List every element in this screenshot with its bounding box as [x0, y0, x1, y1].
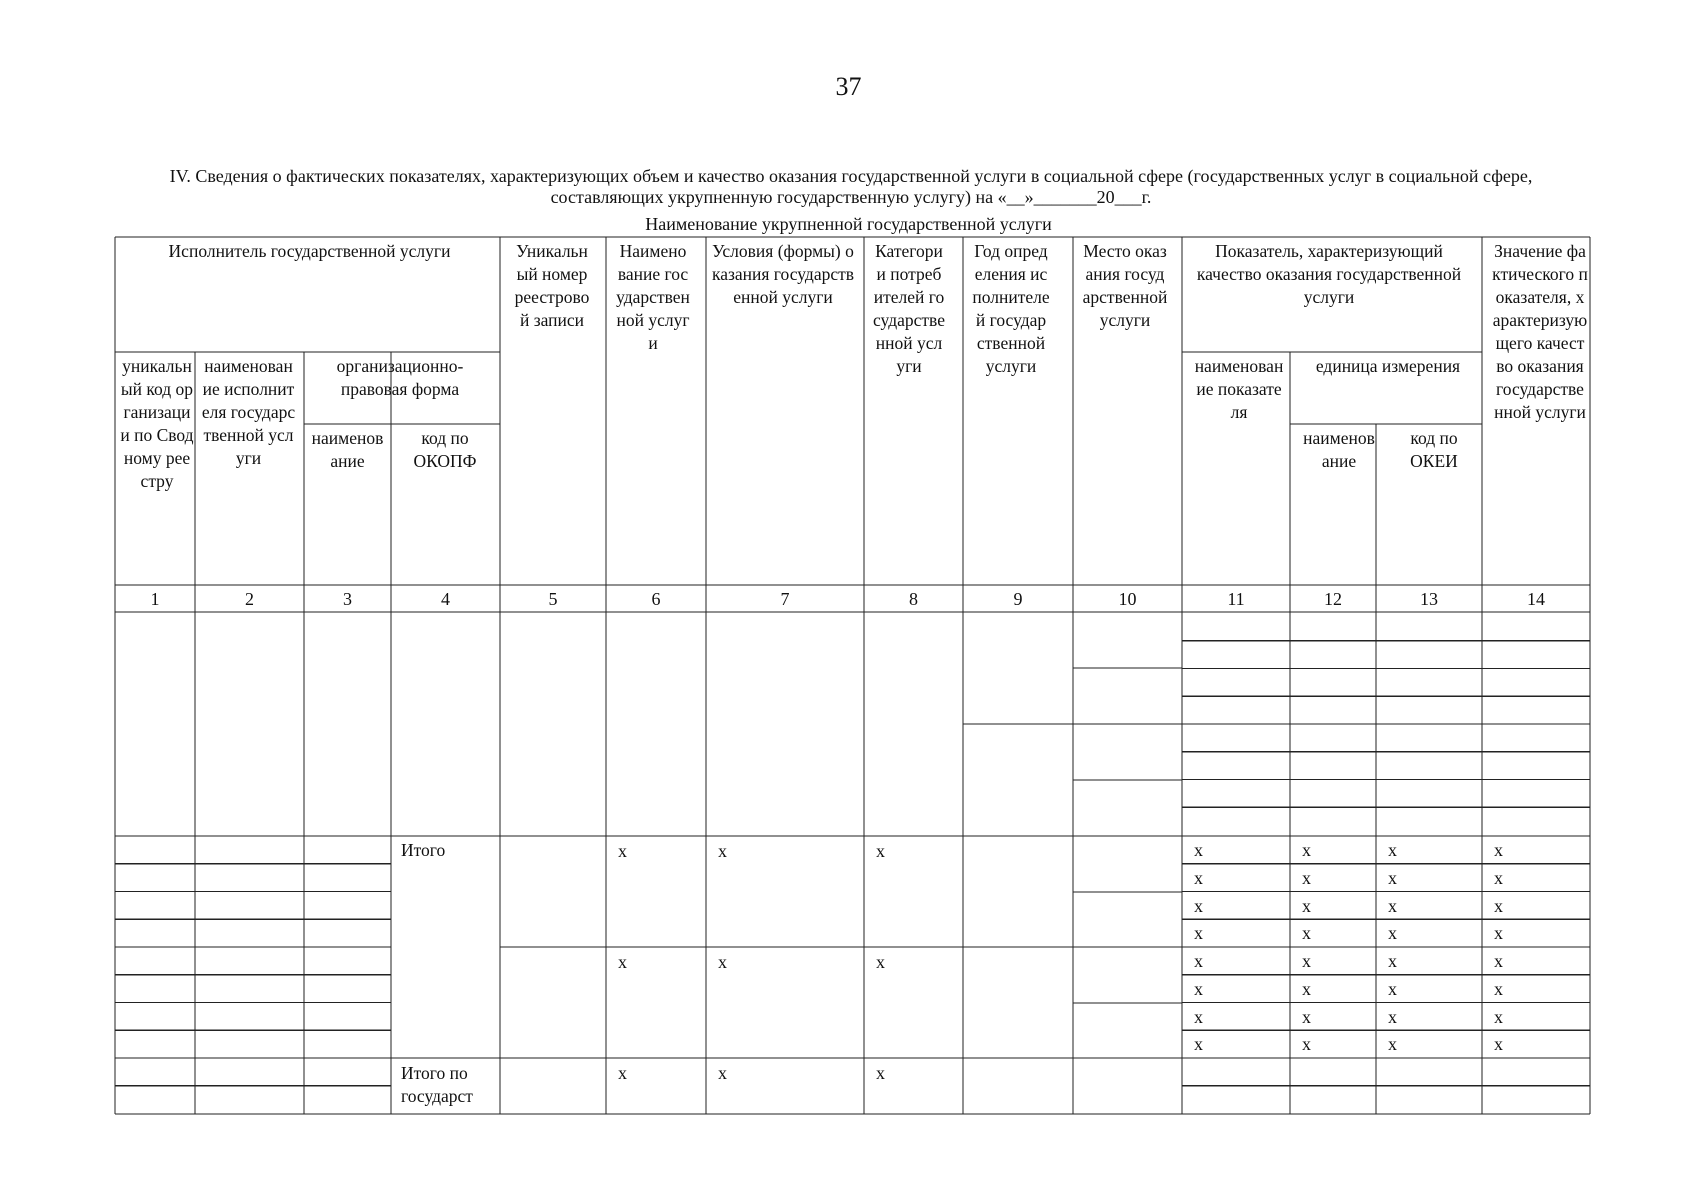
x-mark: x [1494, 840, 1503, 860]
column-number: 6 [651, 589, 661, 609]
header-indicator-name: наименование показателя [1194, 356, 1284, 422]
x-mark: x [1302, 895, 1311, 916]
column-number: 4 [441, 589, 450, 609]
x-mark: x [1194, 1034, 1203, 1055]
x-mark: x [718, 1063, 727, 1083]
x-mark: x [1388, 923, 1397, 944]
x-mark: x [1302, 867, 1311, 888]
x-mark: x [1194, 1006, 1203, 1027]
column-number: 5 [548, 589, 558, 609]
header-conditions: Условия (формы) оказания государственной услуги [711, 241, 855, 307]
itogo-label: Итого [401, 840, 446, 860]
header-unit-name: наименование [1303, 428, 1375, 471]
service-name-label: Наименование укрупненной государственной услуги [645, 214, 1052, 234]
header-service-name: Наименование государственной услуги [616, 241, 690, 353]
x-mark: x [1302, 1006, 1311, 1027]
column-number: 8 [909, 589, 918, 609]
header-actual-value: Значение фактического показателя, характеризующего качество оказания государственной услуги [1492, 241, 1588, 422]
header-legal-form-group: организационно-правовая форма [336, 356, 464, 399]
x-mark: x [618, 952, 627, 972]
x-mark: x [1494, 1034, 1503, 1055]
x-mark: x [1494, 895, 1503, 916]
x-mark: x [1302, 978, 1311, 999]
column-number: 14 [1527, 589, 1545, 609]
x-mark: x [1194, 978, 1203, 999]
column-number: 13 [1420, 589, 1438, 609]
x-mark: x [1194, 867, 1203, 888]
x-mark: x [1388, 867, 1397, 888]
x-mark: x [1494, 867, 1503, 888]
x-mark: x [1494, 978, 1503, 999]
header-legal-form-code: код по ОКОПФ [413, 428, 477, 471]
header-unique-code: уникальный код организации по Сводному реестру [120, 356, 194, 491]
header-executor-group: Исполнитель государственной услуги [168, 241, 451, 261]
x-mark: x [1194, 923, 1203, 944]
header-year: Год определения исполнителей государственной услуги [972, 241, 1050, 376]
column-number: 1 [150, 589, 160, 609]
x-mark: x [1388, 1034, 1397, 1055]
x-mark: x [718, 841, 727, 861]
page-number: 37 [835, 72, 862, 101]
x-mark: x [1494, 923, 1503, 944]
column-number: 10 [1118, 589, 1137, 609]
header-categories: Категории потребителей государственной услуги [873, 241, 945, 376]
header-place: Место оказания государственной услуги [1082, 241, 1168, 330]
x-mark: x [1302, 1034, 1311, 1055]
x-mark: x [876, 841, 885, 861]
x-mark: x [876, 1063, 885, 1083]
header-unit-group: единица измерения [1315, 356, 1461, 376]
column-number: 3 [343, 589, 352, 609]
header-executor-name: наименование исполнителя государственной услуги [201, 356, 296, 468]
x-mark: x [1302, 923, 1311, 944]
x-mark: x [1388, 978, 1397, 999]
x-mark: x [876, 952, 885, 972]
x-mark: x [1388, 951, 1397, 971]
x-mark: x [1388, 840, 1397, 860]
column-number: 12 [1324, 589, 1342, 609]
header-legal-form-name: наименование [311, 428, 384, 471]
x-mark: x [1194, 840, 1203, 860]
header-quality-group: Показатель, характеризующий качество оказания государственной услуги [1196, 241, 1462, 307]
x-mark: x [1494, 951, 1503, 971]
itogo-gos-label: Итого по государст [401, 1063, 473, 1106]
section-heading: IV. Сведения о фактических показателях, характеризующих объем и качество оказания государственной услуги в социальной сфере (государственных услуг в социальной сфере, составляющих укрупненную государственную услугу) на «__»_______20___г. [169, 166, 1533, 207]
column-number: 7 [780, 589, 790, 609]
column-number: 2 [245, 589, 254, 609]
x-mark: x [618, 841, 627, 861]
x-mark: x [1494, 1006, 1503, 1027]
x-mark: x [1302, 840, 1311, 860]
header-unit-code: код по ОКЕИ [1410, 428, 1458, 471]
x-mark: x [1194, 895, 1203, 916]
x-mark: x [1302, 951, 1311, 971]
x-mark: x [1388, 1006, 1397, 1027]
x-mark: x [718, 952, 727, 972]
header-registry-number: Уникальный номер реестровой записи [514, 241, 590, 330]
x-mark: x [1388, 895, 1397, 916]
column-number: 9 [1013, 589, 1023, 609]
column-number: 11 [1227, 589, 1245, 609]
x-mark: x [618, 1063, 627, 1083]
x-mark: x [1194, 951, 1203, 971]
